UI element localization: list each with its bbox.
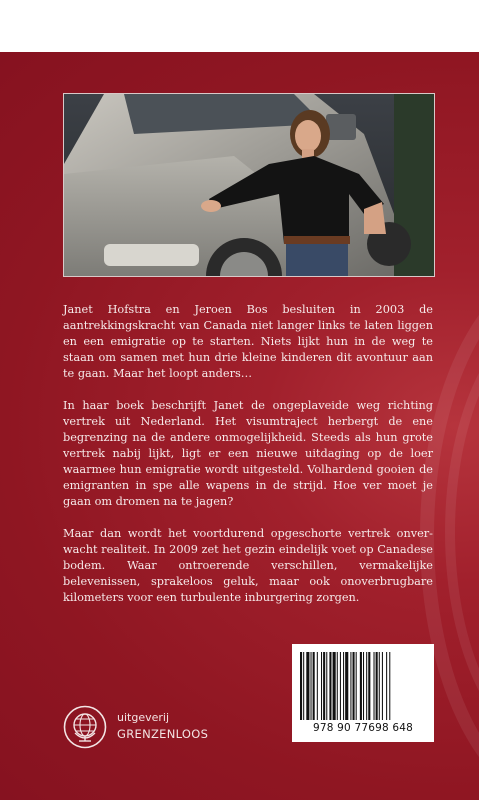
blurb-paragraph-3: Maar dan wordt het voortdurend opgeschorte vertrek onver-wacht realiteit. In 2009 zet het gezin eindelijk voet op Canadese bodem. Waar ontroerende verschillen, vermakelijke belevenissen, sprakeloos geluk, maar ook onoverbrugbare kilometers voor een turbulente inburgering zorgen. xyxy=(63,527,433,604)
barcode-bar xyxy=(303,652,304,720)
publisher-label: uitgeverij xyxy=(117,711,170,724)
barcode-bar xyxy=(323,652,325,720)
barcode-bar xyxy=(353,652,355,720)
barcode-bar xyxy=(356,652,357,720)
barcode-bar xyxy=(345,652,348,720)
barcode-bar xyxy=(337,652,338,720)
publisher-name: GRENZENLOOS xyxy=(117,727,209,741)
barcode-bar xyxy=(363,652,364,720)
barcode-bar xyxy=(317,652,318,720)
barcode-bar xyxy=(350,652,351,720)
barcode-bar xyxy=(313,652,315,720)
barcode-bar xyxy=(311,652,312,720)
globe-icon xyxy=(63,705,107,749)
isbn-number: 978 90 77698 648 xyxy=(312,722,414,734)
barcode xyxy=(292,644,434,742)
barcode-bar xyxy=(386,652,387,720)
back-cover xyxy=(0,52,479,800)
barcode-bar xyxy=(360,652,362,720)
barcode-bar xyxy=(306,652,309,720)
barcode-bar xyxy=(368,652,370,720)
barcode-bar xyxy=(376,652,378,720)
publisher-logo xyxy=(63,705,253,749)
blurb-text xyxy=(63,302,433,622)
barcode-bar xyxy=(340,652,341,720)
barcode-bar xyxy=(374,652,375,720)
barcode-bar xyxy=(366,652,367,720)
cover-photo xyxy=(63,93,435,277)
barcode-bar xyxy=(326,652,327,720)
barcode-bar xyxy=(379,652,380,720)
barcode-bar xyxy=(382,652,383,720)
barcode-bars xyxy=(298,652,428,720)
barcode-bar xyxy=(300,652,302,720)
barcode-bar xyxy=(333,652,336,720)
barcode-bar xyxy=(321,652,322,720)
photo-woman-leaning-on-truck xyxy=(64,94,434,276)
blurb-paragraph-1: Janet Hofstra en Jeroen Bos besluiten in 2003 de aantrekkingskracht van Canada niet langer links te laten liggen en een emigratie op te starten. Niets lijkt hun in de weg te staan om samen met hun drie kleine kinderen dit avontuur aan te gaan. Maar het loopt anders… xyxy=(63,303,433,380)
barcode-bar xyxy=(343,652,344,720)
blurb-paragraph-2: In haar boek beschrijft Janet de ongeplaveide weg richting vertrek uit Nederland. Het visumtraject herbergt de ene begrenzing na de andere onmogelijkheid. Steeds als hun grote vertrek nabij lijkt, ligt er een nieuwe uitdaging op de loer waarmee hun emigratie wordt uitgesteld. Volhardend gooien de emigranten in spe alle wapens in de strijd. Hoe ver moet je gaan om dromen na te jagen? xyxy=(63,399,433,508)
barcode-bar xyxy=(389,652,390,720)
barcode-bar xyxy=(329,652,331,720)
